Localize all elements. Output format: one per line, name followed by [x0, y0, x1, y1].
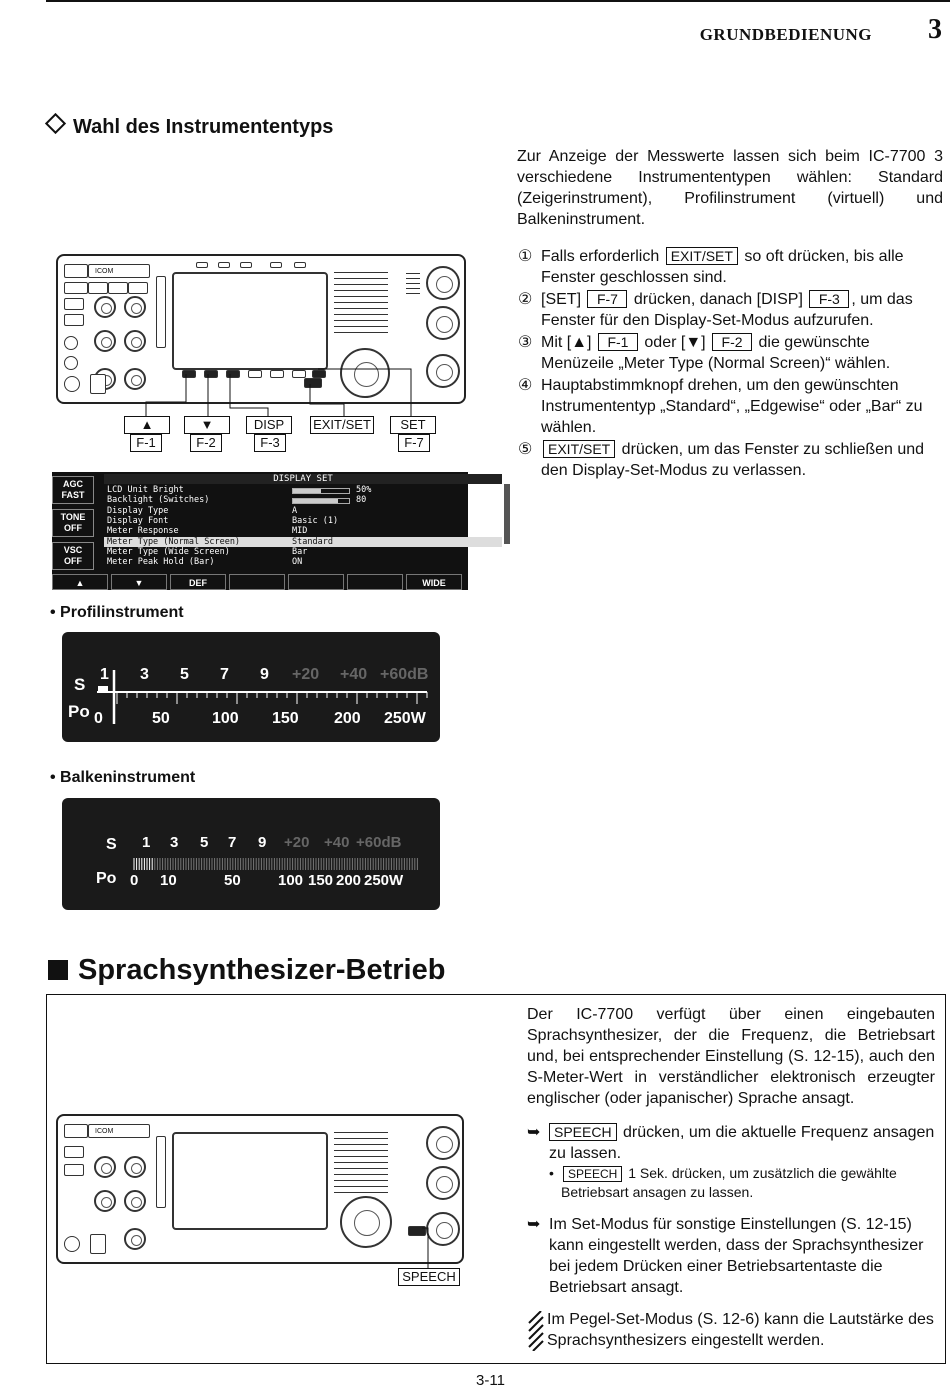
scale-label: 10 — [160, 872, 177, 889]
step-number: ① — [518, 248, 533, 265]
level-bar — [292, 498, 350, 504]
scale-label: +60dB — [380, 666, 429, 683]
scale-label: 1 — [100, 666, 109, 683]
up-callout: ▲ — [124, 416, 170, 434]
s-label: S — [106, 836, 117, 853]
menu-row-value: A — [292, 505, 298, 516]
scrollbar — [504, 484, 510, 544]
disp-callout: DISP — [246, 416, 292, 434]
step-text: Hauptabstimmknopf drehen, um den gewünschten Instrumententyp „Standard“, „Edgewise“ oder „Bar“ zu wählen. — [541, 377, 923, 436]
section-title: Wahl des Instrumententyps — [73, 116, 334, 138]
menu-row[interactable] — [104, 547, 502, 557]
down-callout: ▼ — [184, 416, 230, 434]
step-number: ⑤ — [518, 441, 533, 458]
speech-subitem — [549, 1164, 937, 1202]
agc-button: AGC FAST — [52, 476, 94, 504]
brand-logo: ICOM — [88, 1124, 150, 1138]
key-label: EXIT/SET — [666, 247, 738, 265]
key-label: F-1 — [598, 333, 638, 351]
s-label: S — [74, 675, 86, 694]
step-1 — [518, 246, 944, 288]
step-4 — [518, 375, 944, 438]
function-key-2[interactable]: ▼ — [111, 574, 167, 590]
menu-row[interactable] — [104, 485, 502, 495]
page-number: 3-11 — [476, 1372, 505, 1389]
note-icon — [527, 1311, 545, 1351]
menu-row-name: Meter Type (Wide Screen) — [107, 546, 230, 557]
balken-meter — [62, 798, 440, 910]
item-text: drücken, um die aktuelle Frequenz ansagen zu lassen. — [549, 1124, 935, 1162]
display-set-screen — [52, 472, 468, 590]
menu-row-extra: 80 — [356, 495, 367, 506]
f1-callout: F-1 — [130, 434, 162, 452]
menu-row[interactable] — [104, 506, 502, 516]
function-key-3[interactable]: DEF — [170, 574, 226, 590]
scale-label: 200 — [336, 872, 362, 889]
menu-row-value: Bar — [292, 546, 308, 557]
scale-label: +60dB — [356, 834, 402, 851]
level-bar — [292, 488, 350, 494]
profil-ticks — [62, 632, 440, 742]
po-label: Po — [68, 702, 90, 721]
menu-row[interactable] — [104, 516, 502, 526]
callout-leaders — [56, 1114, 466, 1294]
brand-logo: ICOM — [88, 264, 150, 278]
f7-callout: F-7 — [398, 434, 430, 452]
scale-label: +20 — [292, 666, 320, 683]
scale-label: 100 — [212, 710, 239, 727]
step-text: , um das Fenster für den Display-Set-Modus aufzurufen. — [541, 291, 913, 329]
function-key-1[interactable]: ▲ — [52, 574, 108, 590]
step-number: ③ — [518, 334, 533, 351]
scale-label: 9 — [260, 666, 269, 683]
vsc-button: VSC OFF — [52, 542, 94, 570]
menu-row-value: Standard — [292, 536, 333, 547]
scale-label: 3 — [140, 666, 149, 683]
balken-label: • Balkeninstrument — [50, 769, 196, 786]
menu-row-value: ON — [292, 557, 303, 568]
diamond-icon — [45, 113, 66, 134]
function-key-7[interactable]: WIDE — [406, 574, 462, 590]
step-number: ④ — [518, 377, 533, 394]
f2-callout: F-2 — [190, 434, 222, 452]
scale-label: 50 — [224, 872, 241, 889]
key-label: SPEECH — [549, 1123, 617, 1141]
menu-row-extra: 50% — [356, 485, 372, 495]
section-heading — [48, 116, 333, 139]
step-5 — [518, 439, 944, 481]
chapter-title: GRUNDBEDIENUNG — [699, 25, 872, 44]
exitset-callout: EXIT/SET — [310, 416, 374, 434]
key-label: F-7 — [587, 290, 627, 308]
scale-label: 150 — [308, 872, 334, 889]
speech-item-2 — [527, 1214, 937, 1298]
menu-row-name: LCD Unit Bright — [107, 485, 184, 495]
step-text: die gewünschte Menüzeile „Meter Type (Normal Screen)“ wählen. — [541, 334, 891, 372]
menu-row-name: Display Type — [107, 505, 169, 516]
step-text: Falls erforderlich — [541, 248, 664, 265]
section2-title: Sprachsynthesizer-Betrieb — [78, 954, 446, 986]
menu-row[interactable] — [104, 557, 502, 567]
scale-label: 1 — [142, 834, 151, 851]
menu-row-name: Meter Peak Hold (Bar) — [107, 557, 215, 568]
function-key-5[interactable] — [288, 574, 344, 590]
scale-label: 250W — [384, 710, 426, 727]
profil-meter — [62, 632, 440, 742]
arrow-icon: ➥ — [527, 1216, 541, 1233]
menu-row-name: Display Font — [107, 515, 169, 526]
scale-label: 7 — [220, 666, 229, 683]
scale-label: 5 — [180, 666, 189, 683]
item-text: Im Set-Modus für sonstige Einstellungen (S. 12-15) kann eingestellt werden, dass der Sprachsynthesizer bei jedem Drücken einer Betriebsartentaste die Betriebsart ansagt. — [549, 1216, 924, 1296]
key-label: F-3 — [809, 290, 849, 308]
menu-row[interactable] — [104, 537, 502, 547]
radio-illustration — [56, 254, 466, 454]
function-key-4[interactable] — [229, 574, 285, 590]
item-text: 1 Sek. drücken, um zusätzlich die gewählte Betriebsart ansagen zu lassen. — [561, 1165, 897, 1200]
profil-label: • Profilinstrument — [50, 604, 184, 621]
key-label: F-2 — [712, 333, 752, 351]
scale-label: 7 — [228, 834, 237, 851]
step-text: [SET] — [541, 291, 586, 308]
scale-label: +20 — [284, 834, 310, 851]
key-label: SPEECH — [563, 1166, 622, 1182]
tone-button: TONE OFF — [52, 509, 94, 537]
note-text: Im Pegel-Set-Modus (S. 12-6) kann die Lautstärke des Sprachsynthesizers eingestellt werden. — [547, 1311, 934, 1349]
scale-label: 0 — [94, 710, 103, 727]
key-label: EXIT/SET — [543, 440, 615, 458]
set-callout: SET — [390, 416, 436, 434]
step-text: so oft drücken, bis alle Fenster geschlossen sind. — [541, 248, 904, 286]
section2-heading — [48, 954, 445, 987]
intro-paragraph: Zur Anzeige der Messwerte lassen sich beim IC-7700 3 verschiedene Instrumententypen wählen: Standard (Zeigerinstrument), Profilinstrument (virtuell) und Balkeninstrument. — [517, 148, 943, 228]
step-3 — [518, 332, 944, 374]
f3-callout: F-3 — [254, 434, 286, 452]
menu-row-name: Meter Response — [107, 526, 179, 537]
scale-label: 9 — [258, 834, 267, 851]
step-list — [518, 246, 944, 482]
menu-row-value: Basic (1) — [292, 515, 339, 526]
step-text: drücken, danach [DISP] — [629, 291, 808, 308]
scale-label: 250W — [364, 872, 404, 889]
scale-label: 50 — [152, 710, 170, 727]
menu-row-value: MID — [292, 526, 308, 537]
step-2 — [518, 289, 944, 331]
menu-row-name: Meter Type (Normal Screen) — [107, 536, 241, 547]
menu-row[interactable] — [104, 526, 502, 536]
scale-label: 150 — [272, 710, 299, 727]
step-text: drücken, um das Fenster zu schließen und den Display-Set-Modus zu verlassen. — [541, 441, 925, 479]
chapter-number: 3 — [928, 14, 942, 45]
screen-title: DISPLAY SET — [104, 474, 502, 484]
step-text: Mit [▲] — [541, 334, 596, 351]
square-bullet-icon — [48, 960, 68, 980]
scale-label: +40 — [324, 834, 350, 851]
arrow-icon: ➥ — [527, 1124, 541, 1141]
step-number: ② — [518, 291, 533, 308]
header-rule — [46, 0, 950, 2]
step-text: oder [▼] — [639, 334, 711, 351]
scale-label: 3 — [170, 834, 179, 851]
scale-label: 200 — [334, 710, 361, 727]
speech-callout: SPEECH — [398, 1268, 460, 1286]
radio-illustration-2 — [56, 1114, 466, 1294]
scale-label: 5 — [200, 834, 209, 851]
scale-label: 100 — [278, 872, 304, 889]
menu-row[interactable] — [104, 495, 502, 505]
scale-label: 0 — [130, 872, 139, 889]
speech-intro: Der IC-7700 verfügt über einen eingebauten Sprachsynthesizer, der die Frequenz, die Betriebsart und, bei entsprechender Einstellung (S. 12-15), auch den S-Meter-Wert in verständlicher elektronisch erzeugter englischer (oder japanischer) Sprache ansagt. — [527, 1006, 935, 1107]
po-label: Po — [96, 870, 117, 887]
speech-item-1 — [527, 1122, 937, 1202]
scale-label: +40 — [340, 666, 368, 683]
note — [527, 1309, 937, 1351]
menu-row-name: Backlight (Switches) — [107, 495, 210, 506]
function-key-6[interactable] — [347, 574, 403, 590]
balken-bar — [62, 798, 440, 910]
